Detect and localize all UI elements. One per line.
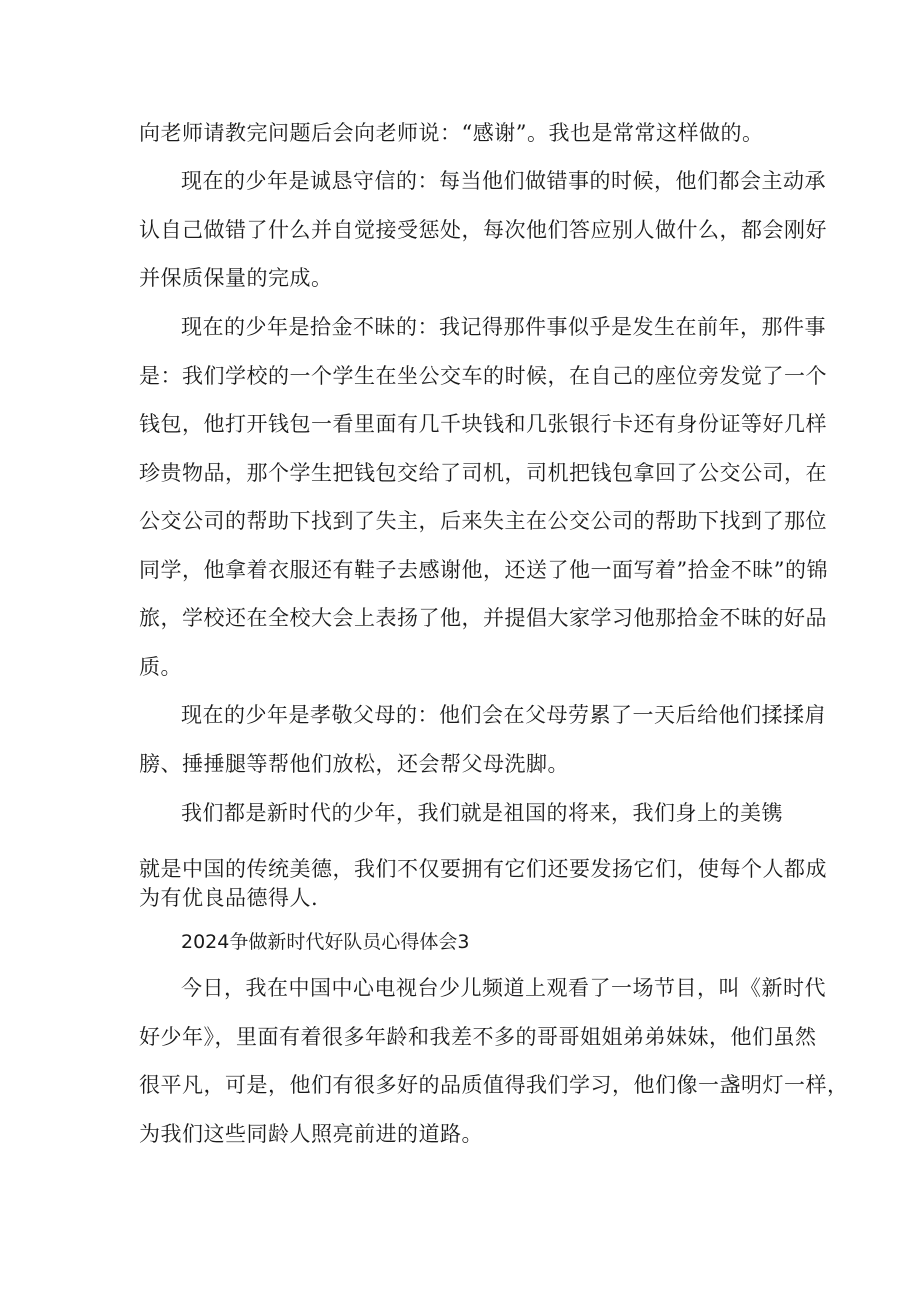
paragraph-4-line-1: 现在的少年是孝敬父母的：他们会在父母劳累了一天后给他们揉揉肩 <box>181 703 826 727</box>
paragraph-4-line-2: 膀、捶捶腿等帮他们放松，还会帮父母洗脚。 <box>139 752 569 776</box>
closing-paragraph-line-4: 为我们这些同龄人照亮前进的道路。 <box>139 1122 483 1146</box>
paragraph-3-line-6: 同学，他拿着衣服还有鞋子去感谢他，还送了他一面写着”拾金不昧”的锦 <box>139 558 828 582</box>
paragraph-3-line-8: 质。 <box>139 655 182 679</box>
closing-paragraph-line-2: 好少年》，里面有着很多年龄和我差不多的哥哥姐姐弟弟妹妹，他们虽然 <box>139 1025 817 1049</box>
paragraph-1-line-1: 向老师请教完问题后会向老师说：“感谢”。我也是常常这样做的。 <box>139 121 764 145</box>
paragraph-3-line-5: 公交公司的帮助下找到了失主，后来失主在公交公司的帮助下找到了那位 <box>139 509 827 533</box>
paragraph-3-line-1: 现在的少年是拾金不昧的：我记得那件事似乎是发生在前年，那件事 <box>181 315 826 339</box>
section-heading: 2024争做新时代好队员心得体会3 <box>181 931 470 953</box>
paragraph-2-line-2: 认自己做错了什么并自觉接受惩处，每次他们答应别人做什么，都会刚好 <box>139 218 827 242</box>
paragraph-2-line-1: 现在的少年是诚恳守信的：每当他们做错事的时候，他们都会主动承 <box>181 169 826 193</box>
paragraph-5-line-3: 为有优良品德得人. <box>139 886 319 910</box>
closing-paragraph-line-3: 很平凡，可是，他们有很多好的品质值得我们学习，他们像一盏明灯一样， <box>139 1073 849 1097</box>
paragraph-2-line-3: 并保质保量的完成。 <box>139 266 333 290</box>
paragraph-5-line-1: 我们都是新时代的少年，我们就是祖国的将来，我们身上的美镌 <box>181 801 783 825</box>
paragraph-3-line-7: 旅，学校还在全校大会上表扬了他，并提倡大家学习他那拾金不昧的好品 <box>139 606 827 630</box>
paragraph-3-line-3: 钱包，他打开钱包一看里面有几千块钱和几张银行卡还有身份证等好几样 <box>139 412 827 436</box>
paragraph-3-line-2: 是：我们学校的一个学生在坐公交车的时候，在自己的座位旁发觉了一个 <box>139 364 827 388</box>
closing-paragraph-line-1: 今日，我在中国中心电视台少儿频道上观看了一场节目，叫《新时代 <box>181 976 826 1000</box>
paragraph-3-line-4: 珍贵物品，那个学生把钱包交给了司机，司机把钱包拿回了公交公司，在 <box>139 461 827 485</box>
paragraph-5-line-2: 就是中国的传统美德，我们不仅要拥有它们还要发扬它们，使每个人都成 <box>139 857 827 881</box>
